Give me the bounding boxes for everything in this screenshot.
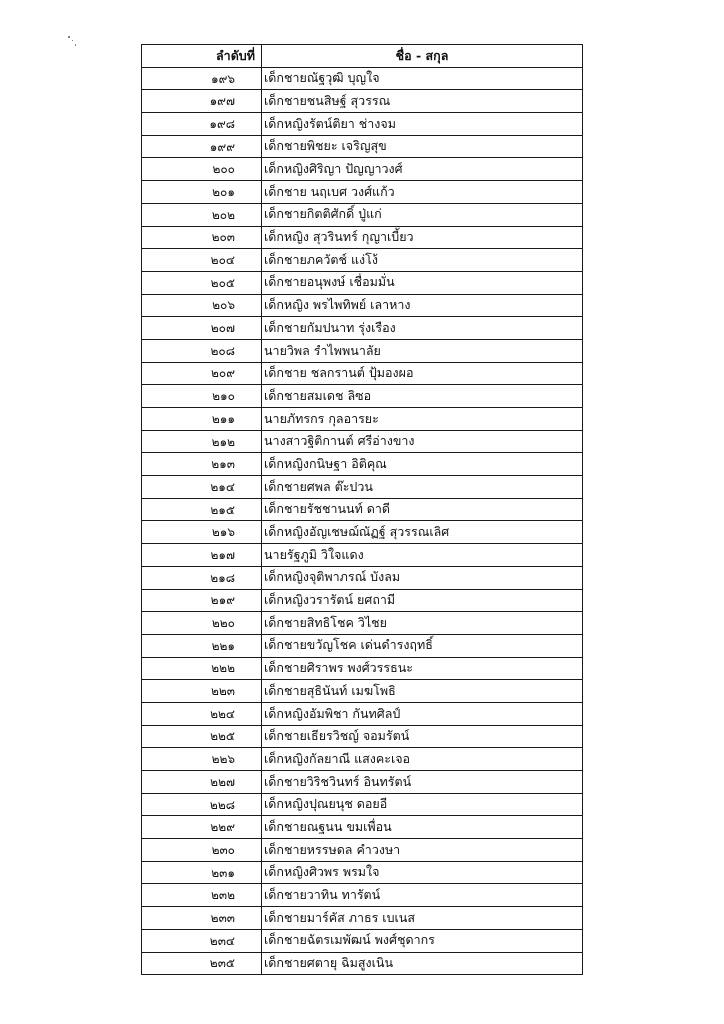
table-row xyxy=(142,385,583,408)
student-name: เด็กชายขวัญโชค เด่นดำรงฤทธิ์ xyxy=(262,634,583,657)
student-name: เด็กชายหรรษดล คำวงษา xyxy=(262,839,583,862)
header-row xyxy=(142,45,583,68)
table-row xyxy=(142,430,583,453)
row-number: ๒๐๘ xyxy=(142,339,262,362)
scan-speck xyxy=(68,36,70,38)
student-name: เด็กชาย ชลกรานต์ ปุ้มองผอ xyxy=(262,362,583,385)
student-name: เด็กหญิงรัตน์ติยา ช่างจม xyxy=(262,113,583,136)
row-number: ๒๐๗ xyxy=(142,317,262,340)
student-name: นายภัทรกร กุลอารยะ xyxy=(262,408,583,431)
table-row xyxy=(142,408,583,431)
table-header xyxy=(142,45,583,68)
column-header-name: ชื่อ - สกุล xyxy=(262,45,583,68)
table-row xyxy=(142,589,583,612)
row-number: ๑๙๗ xyxy=(142,90,262,113)
table-row xyxy=(142,339,583,362)
table-row xyxy=(142,362,583,385)
table-row xyxy=(142,861,583,884)
student-name: เด็กหญิงวรารัตน์ ยศถามี xyxy=(262,589,583,612)
table-row xyxy=(142,748,583,771)
table-row xyxy=(142,839,583,862)
row-number: ๒๐๔ xyxy=(142,249,262,272)
table-row xyxy=(142,271,583,294)
student-name: เด็กชายสุธินันท์ เมฆโพธิ xyxy=(262,680,583,703)
row-number: ๑๙๙ xyxy=(142,135,262,158)
table-row xyxy=(142,657,583,680)
table-row xyxy=(142,884,583,907)
student-name: เด็กชายศตายุ ฉิมสูงเนิน xyxy=(262,952,583,975)
student-name: เด็กหญิงกัลยาณี แสงคะเจอ xyxy=(262,748,583,771)
student-name: เด็กชายณัฐวุฒิ บุญใจ xyxy=(262,67,583,90)
table-row xyxy=(142,203,583,226)
student-name: เด็กหญิงอัญเชษฌ์ณัฏฐ์ สุวรรณเลิศ xyxy=(262,521,583,544)
student-name: เด็กชาย นฤเบศ วงศ์แก้ว xyxy=(262,181,583,204)
student-name: เด็กหญิงกนิษฐา อิติคุณ xyxy=(262,453,583,476)
row-number: ๒๒๑ xyxy=(142,634,262,657)
student-name: เด็กชายภควัตช์ แง่โง้ xyxy=(262,249,583,272)
student-name: เด็กชายมาร์คัส ภาธร เบเนส xyxy=(262,907,583,930)
row-number: ๒๒๖ xyxy=(142,748,262,771)
student-name: เด็กหญิงอัมพิชา กันทศิลป์ xyxy=(262,702,583,725)
row-number: ๒๑๔ xyxy=(142,476,262,499)
student-name: เด็กชายวาทิน ทารัตน์ xyxy=(262,884,583,907)
student-name: เด็กชายสมเดช ลิซอ xyxy=(262,385,583,408)
row-number: ๑๙๘ xyxy=(142,113,262,136)
row-number: ๒๒๙ xyxy=(142,816,262,839)
table-row xyxy=(142,544,583,567)
table-body xyxy=(142,67,583,975)
student-name: เด็กชายรัชชานนท์ ดาดี xyxy=(262,498,583,521)
student-name: เด็กชายณฐนน ขมเพื่อน xyxy=(262,816,583,839)
table-row xyxy=(142,226,583,249)
row-number: ๒๐๙ xyxy=(142,362,262,385)
row-number: ๒๑๖ xyxy=(142,521,262,544)
student-name: นายรัฐภูมิ วิใจแดง xyxy=(262,544,583,567)
student-roster-table xyxy=(141,44,583,975)
student-name: เด็กชายพิชยะ เจริญสุข xyxy=(262,135,583,158)
student-name: เด็กชายเธียรวิชญ์ จอมรัตน์ xyxy=(262,725,583,748)
student-name: เด็กหญิงจุติพาภรณ์ บังลม xyxy=(262,566,583,589)
table-row xyxy=(142,907,583,930)
table-row xyxy=(142,317,583,340)
student-name: เด็กชายฉัตรเมพัฒน์ พงศ์ชุดากร xyxy=(262,929,583,952)
row-number: ๒๐๓ xyxy=(142,226,262,249)
table-row xyxy=(142,952,583,975)
student-name: เด็กชายอนุพงษ์ เชื่อมมั่น xyxy=(262,271,583,294)
row-number: ๒๑๑ xyxy=(142,408,262,431)
row-number: ๒๐๐ xyxy=(142,158,262,181)
table-row xyxy=(142,793,583,816)
student-name: เด็กชายสิทธิโชค วิไชย xyxy=(262,612,583,635)
table-row xyxy=(142,725,583,748)
table-row xyxy=(142,294,583,317)
table-row xyxy=(142,929,583,952)
table-row xyxy=(142,90,583,113)
student-name: เด็กหญิง พรไพทิพย์ เลาหาง xyxy=(262,294,583,317)
student-name: เด็กชายศพล ต๊ะปวน xyxy=(262,476,583,499)
table-row xyxy=(142,498,583,521)
table-row xyxy=(142,566,583,589)
table-row xyxy=(142,113,583,136)
row-number: ๒๓๔ xyxy=(142,929,262,952)
row-number: ๑๙๖ xyxy=(142,67,262,90)
table-row xyxy=(142,634,583,657)
table-row xyxy=(142,158,583,181)
table-row xyxy=(142,771,583,794)
student-name: เด็กชายกิตติศักดิ์ ปู่แก่ xyxy=(262,203,583,226)
row-number: ๒๒๔ xyxy=(142,702,262,725)
scan-speck xyxy=(75,44,76,46)
row-number: ๒๑๓ xyxy=(142,453,262,476)
row-number: ๒๒๓ xyxy=(142,680,262,703)
row-number: ๒๐๒ xyxy=(142,203,262,226)
table-row xyxy=(142,476,583,499)
row-number: ๒๐๕ xyxy=(142,271,262,294)
row-number: ๒๒๗ xyxy=(142,771,262,794)
table-row xyxy=(142,135,583,158)
table-row xyxy=(142,702,583,725)
row-number: ๒๒๒ xyxy=(142,657,262,680)
table-row xyxy=(142,816,583,839)
row-number: ๒๑๒ xyxy=(142,430,262,453)
row-number: ๒๑๗ xyxy=(142,544,262,567)
row-number: ๒๓๕ xyxy=(142,952,262,975)
row-number: ๒๓๒ xyxy=(142,884,262,907)
table-row xyxy=(142,67,583,90)
student-name: เด็กชายชนสิษฐ์ สุวรรณ xyxy=(262,90,583,113)
row-number: ๒๑๐ xyxy=(142,385,262,408)
student-name: เด็กชายกัมปนาท รุ่งเรือง xyxy=(262,317,583,340)
table-row xyxy=(142,680,583,703)
table-row xyxy=(142,249,583,272)
student-name: เด็กหญิง สุวรินทร์ กุญาเบี้ยว xyxy=(262,226,583,249)
student-name: เด็กหญิงศิวพร พรมใจ xyxy=(262,861,583,884)
student-name: เด็กชายวิริชวินทร์ อินทรัตน์ xyxy=(262,771,583,794)
student-name: เด็กชายศิราพร พงศ์วรรธนะ xyxy=(262,657,583,680)
row-number: ๒๓๓ xyxy=(142,907,262,930)
row-number: ๒๐๖ xyxy=(142,294,262,317)
table-row xyxy=(142,181,583,204)
row-number: ๒๐๑ xyxy=(142,181,262,204)
column-header-number: ลำดับที่ xyxy=(142,45,262,68)
row-number: ๒๓๐ xyxy=(142,839,262,862)
row-number: ๒๒๐ xyxy=(142,612,262,635)
row-number: ๒๒๘ xyxy=(142,793,262,816)
student-name: นายวิพล รำไพพนาลัย xyxy=(262,339,583,362)
row-number: ๒๑๘ xyxy=(142,566,262,589)
table-row xyxy=(142,453,583,476)
row-number: ๒๓๑ xyxy=(142,861,262,884)
student-name: เด็กหญิงศิริญา ปัญญาวงศ์ xyxy=(262,158,583,181)
scan-speck xyxy=(72,40,73,41)
table-row xyxy=(142,521,583,544)
table-row xyxy=(142,612,583,635)
row-number: ๒๑๕ xyxy=(142,498,262,521)
row-number: ๒๑๙ xyxy=(142,589,262,612)
student-name: นางสาวฐิติกานต์ ศรีอ่างขาง xyxy=(262,430,583,453)
student-name: เด็กหญิงปุณยนุช ดอยอี xyxy=(262,793,583,816)
row-number: ๒๒๕ xyxy=(142,725,262,748)
